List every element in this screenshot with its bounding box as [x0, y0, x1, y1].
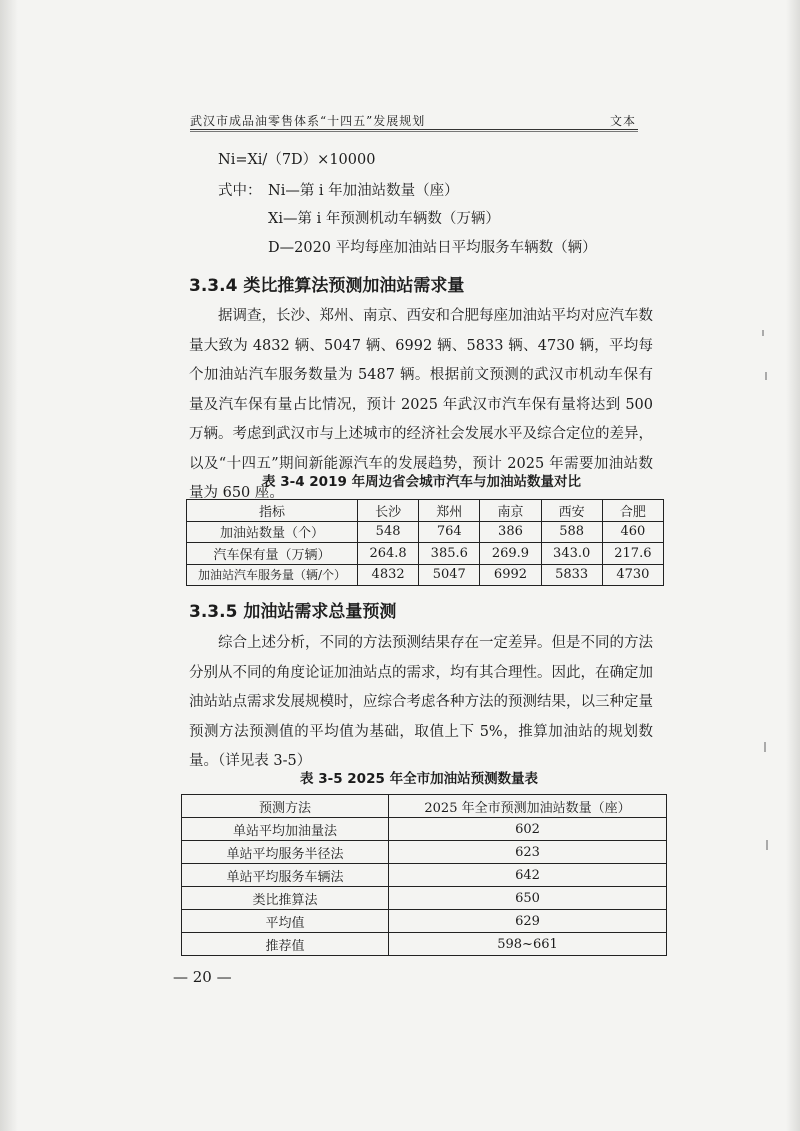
table-row [182, 818, 667, 841]
scan-mark [765, 372, 767, 380]
column-header: 2025 年全市预测加油站数量（座） [389, 795, 667, 818]
table-cell: 汽车保有量（万辆） [187, 543, 358, 565]
column-header: 西安 [541, 500, 602, 522]
column-header: 指标 [187, 500, 358, 522]
header-rule-thin [190, 131, 638, 132]
formula-where-label: 式中： [218, 183, 262, 199]
section-3-3-5-paragraph: 综合上述分析，不同的方法预测结果存在一定差异。但是不同的方法分别从不同的角度论证加油站点的需求，均有其合理性。因此，在确定加油站站点需求发展规模时，应综合考虑各种方法的预测结果，以三种定量预测方法预测值的平均值为基础，取值上下 5%，推算加油站的规划数量。（详见表 3-5） [189, 635, 653, 769]
scan-mark [762, 330, 764, 336]
table-cell: 598~661 [389, 933, 667, 956]
formula-def-d: D—2020 平均每座加油站日平均服务车辆数（辆） [268, 240, 597, 256]
table-cell: 6992 [480, 564, 541, 586]
table-header-row [182, 795, 667, 818]
table-row [182, 910, 667, 933]
table-cell: 加油站数量（个） [187, 521, 358, 543]
table-row [182, 864, 667, 887]
formula-def-xi: Xi—第 i 年预测机动车辆数（万辆） [268, 211, 500, 227]
scan-mark [766, 840, 768, 850]
table-cell: 5047 [419, 564, 480, 586]
table-cell: 推荐值 [182, 933, 389, 956]
table-cell: 类比推算法 [182, 887, 389, 910]
page-number: — 20 — [173, 968, 232, 986]
column-header: 预测方法 [182, 795, 389, 818]
table-row [187, 543, 664, 565]
table-cell: 343.0 [541, 543, 602, 565]
table-cell: 629 [389, 910, 667, 933]
table-3-5-caption: 表 3-5 2025 年全市加油站预测数量表 [300, 771, 539, 787]
table-cell: 单站平均服务半径法 [182, 841, 389, 864]
table-row [182, 933, 667, 956]
table-cell: 平均值 [182, 910, 389, 933]
table-cell: 217.6 [602, 543, 663, 565]
table-header-row [187, 500, 664, 522]
header-rule [190, 129, 638, 130]
scan-edge-left [0, 0, 18, 1131]
table-row [182, 841, 667, 864]
formula-def-ni: Ni—第 i 年加油站数量（座） [268, 183, 459, 199]
table-3-4-caption: 表 3-4 2019 年周边省会城市汽车与加油站数量对比 [262, 474, 582, 490]
running-header [190, 110, 638, 130]
table-cell: 269.9 [480, 543, 541, 565]
header-doc-type: 文本 [609, 114, 636, 128]
table-cell: 单站平均服务车辆法 [182, 864, 389, 887]
column-header: 南京 [480, 500, 541, 522]
column-header: 合肥 [602, 500, 663, 522]
table-cell: 623 [389, 841, 667, 864]
section-heading-3-3-5: 3.3.5 加油站需求总量预测 [189, 602, 397, 622]
table-cell: 264.8 [358, 543, 419, 565]
column-header: 郑州 [419, 500, 480, 522]
scan-edge-right [786, 0, 800, 1131]
table-cell: 602 [389, 818, 667, 841]
table-row [187, 564, 664, 586]
table-cell: 单站平均加油量法 [182, 818, 389, 841]
column-header: 长沙 [358, 500, 419, 522]
table-cell: 548 [358, 521, 419, 543]
table-cell: 4832 [358, 564, 419, 586]
section-3-3-4-paragraph: 据调查，长沙、郑州、南京、西安和合肥每座加油站平均对应汽车数量大致为 4832 辆、5047 辆、6992 辆、5833 辆、4730 辆，平均每个加油站汽车服务数量为 5487 辆。根据前文预测的武汉市机动车保有量及汽车保有量占比情况，预计 2025 年武汉市汽车保有量将达到 500 万辆。考虑到武汉市与上述城市的经济社会发展水平及综合定位的差异，以及“十四五”期间新能源汽车的发展趋势，预计 2025 年需要加油站数量为 650 座。 [189, 308, 653, 501]
table-cell: 642 [389, 864, 667, 887]
header-title: 武汉市成品油零售体系“十四五”发展规划 [190, 114, 426, 128]
table-3-4 [186, 499, 664, 586]
table-cell: 650 [389, 887, 667, 910]
scan-mark [764, 742, 766, 752]
table-3-5 [181, 794, 667, 956]
table-cell: 588 [541, 521, 602, 543]
table-cell: 385.6 [419, 543, 480, 565]
table-row [182, 887, 667, 910]
table-cell: 460 [602, 521, 663, 543]
table-cell: 4730 [602, 564, 663, 586]
table-row [187, 521, 664, 543]
table-cell: 5833 [541, 564, 602, 586]
table-cell: 764 [419, 521, 480, 543]
formula-expression: Ni=Xi/（7D）×10000 [218, 152, 376, 168]
section-heading-3-3-4: 3.3.4 类比推算法预测加油站需求量 [189, 276, 465, 296]
table-cell: 加油站汽车服务量（辆/个） [187, 564, 358, 586]
table-cell: 386 [480, 521, 541, 543]
